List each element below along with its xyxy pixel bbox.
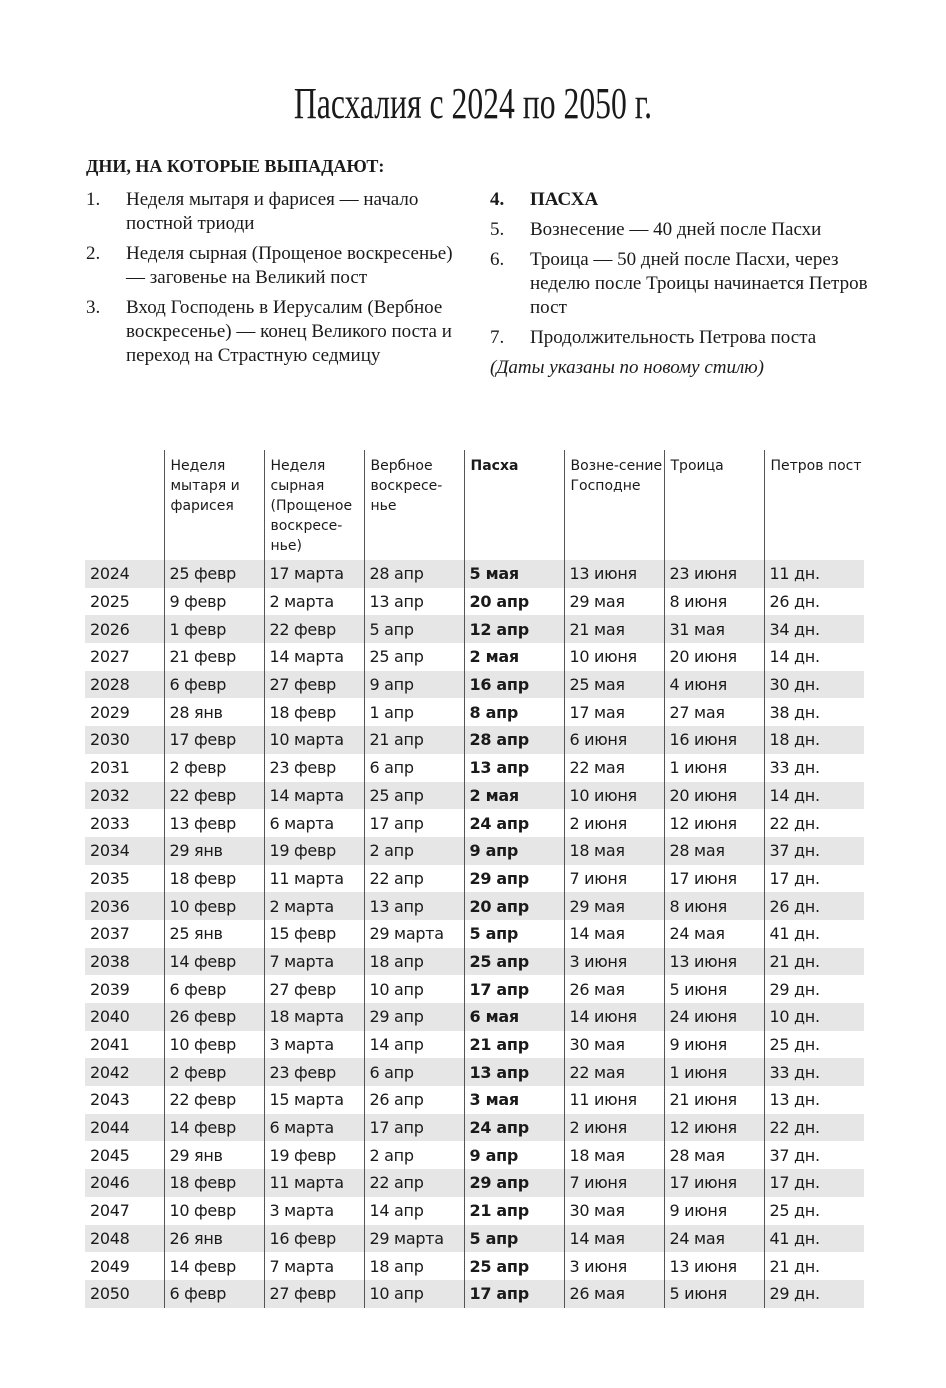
date-cell: 7 июня xyxy=(564,1169,664,1197)
date-cell: 10 апр xyxy=(364,975,464,1003)
year-cell: 2041 xyxy=(90,1035,130,1055)
date-cell: 5 мая xyxy=(464,560,564,588)
legend-item xyxy=(86,188,456,236)
date-cell: 4 июня xyxy=(664,671,764,699)
date-cell: 30 мая xyxy=(564,1197,664,1225)
date-cell: 38 дн. xyxy=(764,698,864,726)
table-row xyxy=(85,892,864,920)
column-header xyxy=(85,450,164,560)
legend-item xyxy=(490,248,890,320)
date-cell: 2 апр xyxy=(364,837,464,865)
column-header: Неделя мытаря и фарисея xyxy=(164,450,264,560)
year-cell: 2028 xyxy=(85,671,164,699)
date-cell: 23 февр xyxy=(264,1058,364,1086)
date-cell: 20 апр xyxy=(464,588,564,616)
date-cell: 6 марта xyxy=(264,809,364,837)
date-cell: 14 февр xyxy=(164,1114,264,1142)
date-cell: 18 февр xyxy=(164,865,264,893)
legend-item xyxy=(490,326,890,350)
table-row xyxy=(85,1058,864,1086)
date-cell: 3 марта xyxy=(264,1197,364,1225)
date-cell: 14 мая xyxy=(564,1225,664,1253)
date-cell: 18 марта xyxy=(264,1003,364,1031)
date-cell: 2 февр xyxy=(164,754,264,782)
date-cell: 13 июня xyxy=(564,560,664,588)
legend-text: ПАСХА xyxy=(530,189,599,210)
date-cell: 29 апр xyxy=(464,865,564,893)
date-cell: 17 дн. xyxy=(764,1169,864,1197)
date-cell: 11 июня xyxy=(564,1086,664,1114)
legend-number: 2. xyxy=(86,243,101,264)
table-row xyxy=(85,1031,864,1059)
date-cell: 33 дн. xyxy=(764,1058,864,1086)
date-cell: 25 мая xyxy=(564,671,664,699)
table-row xyxy=(85,1141,864,1169)
date-cell: 18 апр xyxy=(364,948,464,976)
date-cell: 2 марта xyxy=(264,892,364,920)
date-cell: 21 июня xyxy=(664,1086,764,1114)
table-row xyxy=(85,560,864,588)
date-cell: 10 июня xyxy=(564,643,664,671)
date-cell: 5 апр xyxy=(464,920,564,948)
date-cell: 14 февр xyxy=(164,1252,264,1280)
date-cell: 6 марта xyxy=(264,1114,364,1142)
date-cell: 13 апр xyxy=(364,892,464,920)
year-cell: 2042 xyxy=(85,1058,164,1086)
date-cell: 6 февр xyxy=(164,671,264,699)
date-cell: 29 янв xyxy=(164,1141,264,1169)
date-cell: 13 апр xyxy=(464,1058,564,1086)
column-header: Неделя сырная (Прощеное воскресе-нье) xyxy=(264,450,364,560)
column-header: Троица xyxy=(664,450,764,560)
date-cell: 9 апр xyxy=(364,671,464,699)
section-heading: ДНИ, НА КОТОРЫЕ ВЫПАДАЮТ: xyxy=(86,156,385,176)
date-cell: 24 июня xyxy=(664,1003,764,1031)
date-cell: 13 февр xyxy=(164,809,264,837)
date-cell: 25 янв xyxy=(164,920,264,948)
easter-table xyxy=(85,450,864,1308)
date-cell: 24 апр xyxy=(464,1114,564,1142)
date-cell: 16 апр xyxy=(464,671,564,699)
date-cell: 23 февр xyxy=(264,754,364,782)
legend-text: Неделя сырная (Прощеное воскресенье) — заговенье на Великий пост xyxy=(126,243,453,288)
date-cell: 25 апр xyxy=(364,643,464,671)
date-cell: 41 дн. xyxy=(764,920,864,948)
date-cell: 7 марта xyxy=(264,1252,364,1280)
date-cell: 1 июня xyxy=(664,1058,764,1086)
date-cell: 34 дн. xyxy=(764,615,864,643)
date-cell: 26 дн. xyxy=(764,588,864,616)
date-cell: 28 мая xyxy=(664,1141,764,1169)
date-cell: 13 дн. xyxy=(764,1086,864,1114)
year-cell: 2032 xyxy=(85,782,164,810)
date-cell: 16 июня xyxy=(664,726,764,754)
date-cell: 18 дн. xyxy=(764,726,864,754)
date-cell: 22 февр xyxy=(164,1086,264,1114)
date-cell: 29 мая xyxy=(564,588,664,616)
table-row xyxy=(85,1169,864,1197)
table-row xyxy=(85,920,864,948)
date-cell: 14 апр xyxy=(364,1197,464,1225)
legend-text: Вознесение — 40 дней после Пасхи xyxy=(530,219,822,240)
date-cell: 21 дн. xyxy=(764,948,864,976)
date-cell: 3 марта xyxy=(264,1031,364,1059)
table-row xyxy=(85,615,864,643)
date-cell: 25 апр xyxy=(364,782,464,810)
legend-item xyxy=(86,242,456,290)
date-cell: 10 апр xyxy=(364,1280,464,1308)
table-row xyxy=(85,1003,864,1031)
date-cell: 21 февр xyxy=(164,643,264,671)
date-cell: 29 апр xyxy=(364,1003,464,1031)
date-cell: 15 марта xyxy=(264,1086,364,1114)
legend-item xyxy=(86,296,456,368)
date-cell: 9 июня xyxy=(664,1197,764,1225)
date-cell: 29 янв xyxy=(164,837,264,865)
legend-text: Неделя мытаря и фарисея — начало постной триоди xyxy=(126,189,419,234)
date-cell: 6 февр xyxy=(164,975,264,1003)
table-row xyxy=(85,643,864,671)
year-cell: 2038 xyxy=(85,948,164,976)
year-cell: 2035 xyxy=(90,868,130,888)
date-cell: 2 мая xyxy=(464,782,564,810)
date-cell: 10 июня xyxy=(564,782,664,810)
legend-number: 6. xyxy=(490,249,505,270)
date-cell: 26 апр xyxy=(364,1086,464,1114)
date-cell: 25 дн. xyxy=(764,1031,864,1059)
date-cell: 14 февр xyxy=(164,948,264,976)
date-cell: 20 июня xyxy=(664,782,764,810)
table-row xyxy=(85,948,864,976)
date-cell: 16 февр xyxy=(264,1225,364,1253)
date-cell: 25 дн. xyxy=(764,1197,864,1225)
year-cell: 2027 xyxy=(90,647,130,667)
date-cell: 15 февр xyxy=(264,920,364,948)
date-cell: 2 апр xyxy=(364,1141,464,1169)
legend-text: Троица — 50 дней после Пасхи, через неделю после Троицы начинается Петров пост xyxy=(530,249,868,318)
date-cell: 29 марта xyxy=(364,920,464,948)
year-cell: 2031 xyxy=(90,758,130,778)
date-cell: 10 февр xyxy=(164,1197,264,1225)
table-row xyxy=(85,837,864,865)
date-cell: 22 февр xyxy=(264,615,364,643)
date-cell: 2 июня xyxy=(564,809,664,837)
date-cell: 8 апр xyxy=(464,698,564,726)
date-cell: 1 апр xyxy=(364,698,464,726)
date-cell: 8 июня xyxy=(664,892,764,920)
column-header: Петров пост xyxy=(764,450,864,560)
date-cell: 14 апр xyxy=(364,1031,464,1059)
legend-list-right xyxy=(490,188,890,380)
table-row xyxy=(85,782,864,810)
table-row xyxy=(85,726,864,754)
legend-text: Продолжительность Петрова поста xyxy=(530,327,817,348)
date-cell: 17 апр xyxy=(464,975,564,1003)
year-cell: 2046 xyxy=(85,1169,164,1197)
table-row xyxy=(85,671,864,699)
date-cell: 2 февр xyxy=(164,1058,264,1086)
date-cell: 14 дн. xyxy=(764,643,864,671)
year-cell: 2024 xyxy=(85,560,164,588)
date-cell: 19 февр xyxy=(264,837,364,865)
table-row xyxy=(85,1225,864,1253)
date-cell: 6 апр xyxy=(364,1058,464,1086)
legend-item xyxy=(490,188,890,212)
date-cell: 29 дн. xyxy=(764,975,864,1003)
date-cell: 24 мая xyxy=(664,920,764,948)
date-cell: 12 июня xyxy=(664,1114,764,1142)
legend-list-left xyxy=(86,188,456,374)
date-cell: 9 апр xyxy=(464,837,564,865)
legend-number: 3. xyxy=(86,297,101,318)
date-cell: 2 мая xyxy=(464,643,564,671)
date-cell: 24 мая xyxy=(664,1225,764,1253)
date-cell: 28 апр xyxy=(464,726,564,754)
date-cell: 6 апр xyxy=(364,754,464,782)
column-header: Пасха xyxy=(464,450,564,560)
table-row xyxy=(85,698,864,726)
date-cell: 5 апр xyxy=(364,615,464,643)
year-cell: 2030 xyxy=(85,726,164,754)
year-cell: 2039 xyxy=(90,979,130,999)
date-cell: 24 апр xyxy=(464,809,564,837)
date-cell: 29 мая xyxy=(564,892,664,920)
date-cell: 1 февр xyxy=(164,615,264,643)
date-cell: 29 марта xyxy=(364,1225,464,1253)
year-cell: 2049 xyxy=(90,1256,130,1276)
date-cell: 28 мая xyxy=(664,837,764,865)
date-cell: 17 мая xyxy=(564,698,664,726)
table-row xyxy=(85,754,864,782)
date-cell: 9 июня xyxy=(664,1031,764,1059)
date-cell: 22 мая xyxy=(564,1058,664,1086)
table-row xyxy=(85,1197,864,1225)
date-cell: 14 мая xyxy=(564,920,664,948)
year-cell: 2029 xyxy=(90,702,130,722)
date-cell: 12 июня xyxy=(664,809,764,837)
date-cell: 29 дн. xyxy=(764,1280,864,1308)
date-cell: 27 февр xyxy=(264,975,364,1003)
date-cell: 29 апр xyxy=(464,1169,564,1197)
date-cell: 10 марта xyxy=(264,726,364,754)
legend-item xyxy=(490,218,890,242)
date-cell: 10 февр xyxy=(164,1031,264,1059)
year-cell: 2033 xyxy=(90,813,130,833)
date-cell: 17 февр xyxy=(164,726,264,754)
legend-number: 1. xyxy=(86,189,101,210)
year-cell: 2043 xyxy=(90,1090,130,1110)
page-title: Пасхалия с 2024 по 2050 г. xyxy=(293,79,653,128)
date-cell: 28 янв xyxy=(164,698,264,726)
date-cell: 22 февр xyxy=(164,782,264,810)
date-cell: 11 дн. xyxy=(764,560,864,588)
date-cell: 13 июня xyxy=(664,948,764,976)
date-cell: 23 июня xyxy=(664,560,764,588)
date-cell: 41 дн. xyxy=(764,1225,864,1253)
date-cell: 19 февр xyxy=(264,1141,364,1169)
date-cell: 26 мая xyxy=(564,975,664,1003)
date-cell: 26 мая xyxy=(564,1280,664,1308)
date-cell: 13 июня xyxy=(664,1252,764,1280)
table-row xyxy=(85,1114,864,1142)
date-cell: 27 февр xyxy=(264,1280,364,1308)
column-header: Возне-сение Господне xyxy=(564,450,664,560)
date-cell: 11 марта xyxy=(264,1169,364,1197)
date-cell: 10 февр xyxy=(164,892,264,920)
table-row xyxy=(85,1280,864,1308)
table-row xyxy=(85,809,864,837)
column-header: Вербное воскресе-нье xyxy=(364,450,464,560)
date-cell: 13 апр xyxy=(364,588,464,616)
date-cell: 25 февр xyxy=(164,560,264,588)
date-cell: 11 марта xyxy=(264,865,364,893)
date-cell: 5 июня xyxy=(664,1280,764,1308)
date-cell: 6 июня xyxy=(564,726,664,754)
date-cell: 22 апр xyxy=(364,1169,464,1197)
date-cell: 28 апр xyxy=(364,560,464,588)
date-cell: 5 июня xyxy=(664,975,764,1003)
table-row xyxy=(85,588,864,616)
date-cell: 33 дн. xyxy=(764,754,864,782)
date-cell: 26 дн. xyxy=(764,892,864,920)
year-cell: 2036 xyxy=(85,892,164,920)
date-cell: 12 апр xyxy=(464,615,564,643)
date-cell: 17 апр xyxy=(464,1280,564,1308)
date-cell: 10 дн. xyxy=(764,1003,864,1031)
date-cell: 17 марта xyxy=(264,560,364,588)
date-cell: 27 мая xyxy=(664,698,764,726)
date-cell: 7 июня xyxy=(564,865,664,893)
date-cell: 2 июня xyxy=(564,1114,664,1142)
date-cell: 21 мая xyxy=(564,615,664,643)
date-cell: 9 февр xyxy=(164,588,264,616)
legend-number: 5. xyxy=(490,219,505,240)
date-cell: 21 дн. xyxy=(764,1252,864,1280)
legend-number: 7. xyxy=(490,327,505,348)
date-cell: 7 марта xyxy=(264,948,364,976)
date-cell: 26 янв xyxy=(164,1225,264,1253)
date-cell: 21 апр xyxy=(364,726,464,754)
table-row xyxy=(85,1086,864,1114)
date-cell: 8 июня xyxy=(664,588,764,616)
date-cell: 25 апр xyxy=(464,948,564,976)
table-header-row xyxy=(85,450,864,560)
year-cell: 2025 xyxy=(90,592,130,612)
date-cell: 22 апр xyxy=(364,865,464,893)
date-cell: 2 марта xyxy=(264,588,364,616)
date-cell: 26 февр xyxy=(164,1003,264,1031)
date-cell: 6 февр xyxy=(164,1280,264,1308)
date-cell: 22 мая xyxy=(564,754,664,782)
date-cell: 17 июня xyxy=(664,1169,764,1197)
year-cell: 2045 xyxy=(90,1145,130,1165)
year-cell: 2044 xyxy=(85,1114,164,1142)
style-note: (Даты указаны по новому стилю) xyxy=(490,357,764,378)
date-cell: 30 мая xyxy=(564,1031,664,1059)
date-cell: 17 апр xyxy=(364,1114,464,1142)
date-cell: 14 июня xyxy=(564,1003,664,1031)
date-cell: 18 апр xyxy=(364,1252,464,1280)
year-cell: 2034 xyxy=(85,837,164,865)
date-cell: 14 марта xyxy=(264,782,364,810)
date-cell: 20 июня xyxy=(664,643,764,671)
date-cell: 3 июня xyxy=(564,948,664,976)
year-cell: 2026 xyxy=(85,615,164,643)
date-cell: 37 дн. xyxy=(764,837,864,865)
legend-text: Вход Господень в Иерусалим (Вербное воскресенье) — конец Великого поста и переход на Страстную седмицу xyxy=(126,297,452,366)
year-cell: 2048 xyxy=(85,1225,164,1253)
date-cell: 22 дн. xyxy=(764,809,864,837)
date-cell: 13 апр xyxy=(464,754,564,782)
date-cell: 6 мая xyxy=(464,1003,564,1031)
legend-number: 4. xyxy=(490,189,505,210)
date-cell: 18 февр xyxy=(164,1169,264,1197)
date-cell: 17 дн. xyxy=(764,865,864,893)
year-cell: 2037 xyxy=(90,924,130,944)
date-cell: 17 апр xyxy=(364,809,464,837)
date-cell: 37 дн. xyxy=(764,1141,864,1169)
date-cell: 25 апр xyxy=(464,1252,564,1280)
table-row xyxy=(85,1252,864,1280)
date-cell: 5 апр xyxy=(464,1225,564,1253)
date-cell: 9 апр xyxy=(464,1141,564,1169)
date-cell: 30 дн. xyxy=(764,671,864,699)
date-cell: 20 апр xyxy=(464,892,564,920)
date-cell: 21 апр xyxy=(464,1197,564,1225)
date-cell: 27 февр xyxy=(264,671,364,699)
date-cell: 22 дн. xyxy=(764,1114,864,1142)
table-row xyxy=(85,975,864,1003)
date-cell: 3 мая xyxy=(464,1086,564,1114)
date-cell: 14 дн. xyxy=(764,782,864,810)
year-cell: 2040 xyxy=(85,1003,164,1031)
date-cell: 14 марта xyxy=(264,643,364,671)
date-cell: 3 июня xyxy=(564,1252,664,1280)
date-cell: 31 мая xyxy=(664,615,764,643)
date-cell: 1 июня xyxy=(664,754,764,782)
date-cell: 18 февр xyxy=(264,698,364,726)
date-cell: 21 апр xyxy=(464,1031,564,1059)
date-cell: 18 мая xyxy=(564,1141,664,1169)
table-row xyxy=(85,865,864,893)
year-cell: 2050 xyxy=(85,1280,164,1308)
date-cell: 18 мая xyxy=(564,837,664,865)
date-cell: 17 июня xyxy=(664,865,764,893)
year-cell: 2047 xyxy=(90,1201,130,1221)
